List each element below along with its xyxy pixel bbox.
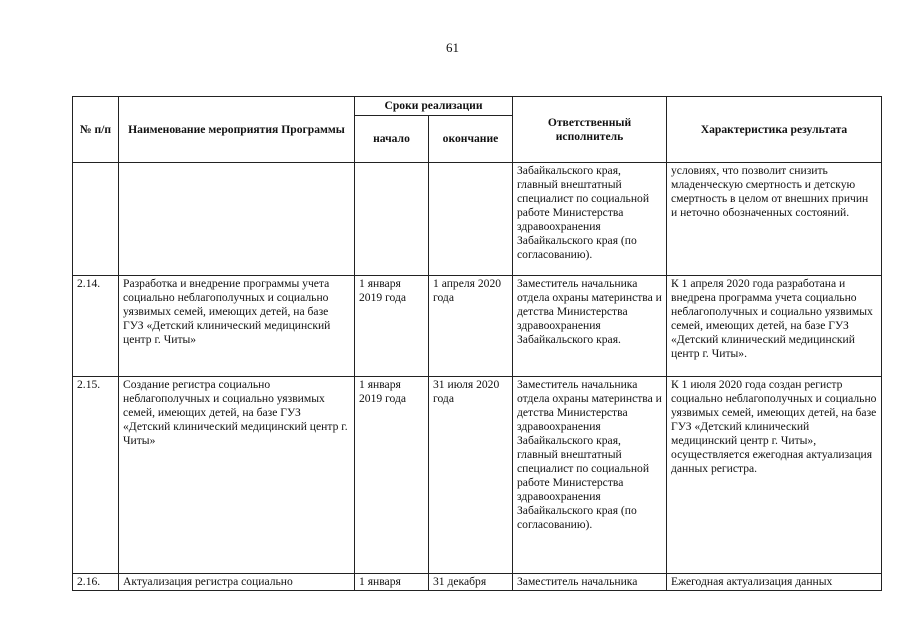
cell-num: 2.16. [73,574,119,591]
cell-start [355,163,429,276]
header-responsible: Ответственный исполнитель [513,97,667,163]
cell-end: 31 декабря [429,574,513,591]
cell-responsible: Заместитель начальника отдела охраны материнства и детства Министерства здравоохранения Забайкальского края, главный внештатный специалист по социальной работе Министерства здравоохранения Забайкальского края (по согласованию). [513,377,667,574]
cell-name: Разработка и внедрение программы учета социально неблагополучных и социально уязвимых семей, имеющих детей, на базе ГУЗ «Детский клинический медицинский центр г. Читы» [119,276,355,377]
cell-responsible: Заместитель начальника [513,574,667,591]
cell-num: 2.15. [73,377,119,574]
cell-responsible: Заместитель начальника отдела охраны материнства и детства Министерства здравоохранения Забайкальского края. [513,276,667,377]
table-row [73,276,882,377]
cell-name: Создание регистра социально неблагополучных и социально уязвимых семей, имеющих детей, на базе ГУЗ «Детский клинический медицинский центр г. Читы» [119,377,355,574]
header-num: № п/п [73,97,119,163]
table-row [73,377,882,574]
cell-name [119,163,355,276]
header-start: начало [355,116,429,163]
cell-result: Ежегодная актуализация данных [667,574,882,591]
cell-responsible: Забайкальского края, главный внештатный специалист по социальной работе Министерства здравоохранения Забайкальского края (по согласованию). [513,163,667,276]
cell-result: К 1 апреля 2020 года разработана и внедрена программа учета социально неблагополучных и социально уязвимых семей, имеющих детей, на базе ГУЗ «Детский клинический медицинский центр г. Читы». [667,276,882,377]
header-end: окончание [429,116,513,163]
table-row [73,574,882,591]
header-period: Сроки реализации [355,97,513,116]
header-result: Характеристика результата [667,97,882,163]
cell-result: К 1 июля 2020 года создан регистр социально неблагополучных и социально уязвимых семей, имеющих детей, на базе ГУЗ «Детский клинический медицинский центр г. Читы», осуществляется ежегодная актуализация данных регистра. [667,377,882,574]
cell-end: 31 июля 2020 года [429,377,513,574]
cell-start: 1 января 2019 года [355,377,429,574]
program-table [72,96,882,591]
header-name: Наименование мероприятия Программы [119,97,355,163]
cell-num [73,163,119,276]
cell-start: 1 января [355,574,429,591]
page-number: 61 [446,40,459,55]
cell-name: Актуализация регистра социально [119,574,355,591]
cell-result: условиях, что позволит снизить младенческую смертность и детскую смертность в целом от внешних причин и неточно обозначенных состояний. [667,163,882,276]
table-row [73,163,882,276]
cell-start: 1 января 2019 года [355,276,429,377]
cell-end [429,163,513,276]
cell-num: 2.14. [73,276,119,377]
cell-end: 1 апреля 2020 года [429,276,513,377]
